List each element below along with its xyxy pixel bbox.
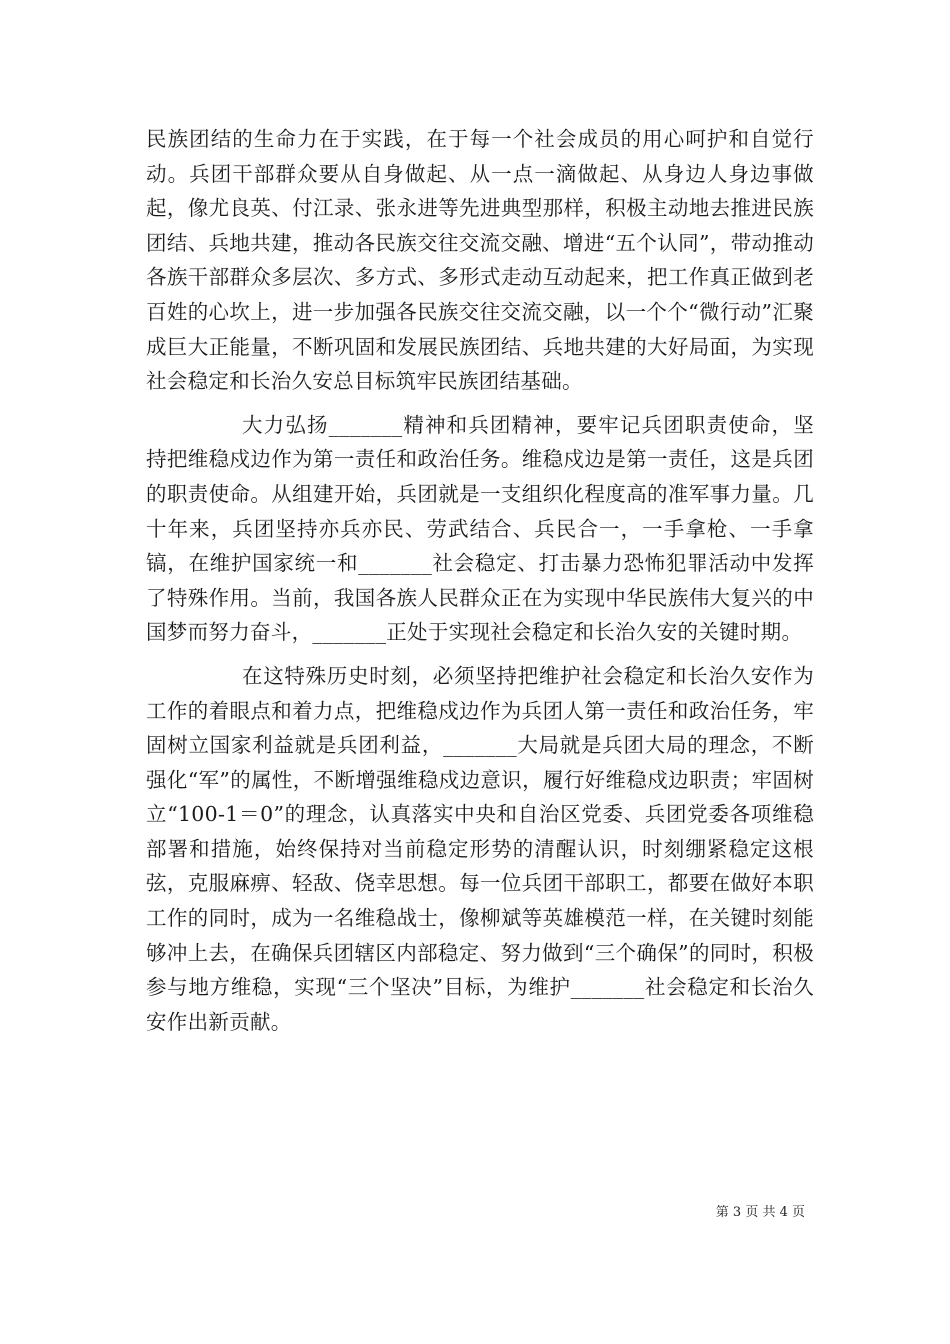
paragraph-3: 在这特殊历史时刻，必须坚持把维护社会稳定和长治久安作为工作的着眼点和着力点，把维稳戍边作为兵团人第一责任和政治任务，牢固树立国家利益就是兵团利益，_______大局就是兵团大局的理念，不断强化“军”的属性，不断增强维稳戍边意识，履行好维稳戍边职责；牢固树立“100-1＝0”的理念，认真落实中央和自治区党委、兵团党委各项维稳部署和措施，始终保持对当前稳定形势的清醒认识，时刻绷紧稳定这根弦，克服麻痹、轻敌、侥幸思想。每一位兵团干部职工，都要在做好本职工作的同时，成为一名维稳战士，像柳斌等英雄模范一样，在关键时刻能够冲上去，在确保兵团辖区内部稳定、努力做到“三个确保”的同时，积极参与地方维稳，实现“三个坚决”目标，为维护_______社会稳定和长治久安作出新贡献。 — [146, 663, 814, 1034]
page-number-footer: 第 3 页 共 4 页 — [715, 1205, 805, 1220]
document-body — [146, 122, 814, 1048]
paragraph-2: 大力弘扬_______精神和兵团精神，要牢记兵团职责使命，坚持把维稳戍边作为第一责任和政治任务。维稳戍边是第一责任，这是兵团的职责使命。从组建开始，兵团就是一支组织化程度高的准军事力量。几十年来，兵团坚持亦兵亦民、劳武结合、兵民合一，一手拿枪、一手拿镐，在维护国家统一和_______社会稳定、打击暴力恐怖犯罪活动中发挥了特殊作用。当前，我国各族人民群众正在为实现中华民族伟大复兴的中国梦而努力奋斗，_______正处于实现社会稳定和长治久安的关键时期。 — [146, 412, 814, 645]
paragraph-1: 民族团结的生命力在于实践，在于每一个社会成员的用心呵护和自觉行动。兵团干部群众要从自身做起、从一点一滴做起、从身边人身边事做起，像尤良英、付江录、张永进等先进典型那样，积极主动地去推进民族团结、兵地共建，推动各民族交往交流交融、增进“五个认同”，带动推动各族干部群众多层次、多方式、多形式走动互动起来，把工作真正做到老百姓的心坎上，进一步加强各民族交往交流交融，以一个个“微行动”汇聚成巨大正能量，不断巩固和发展民族团结、兵地共建的大好局面，为实现社会稳定和长治久安总目标筑牢民族团结基础。 — [146, 127, 814, 394]
